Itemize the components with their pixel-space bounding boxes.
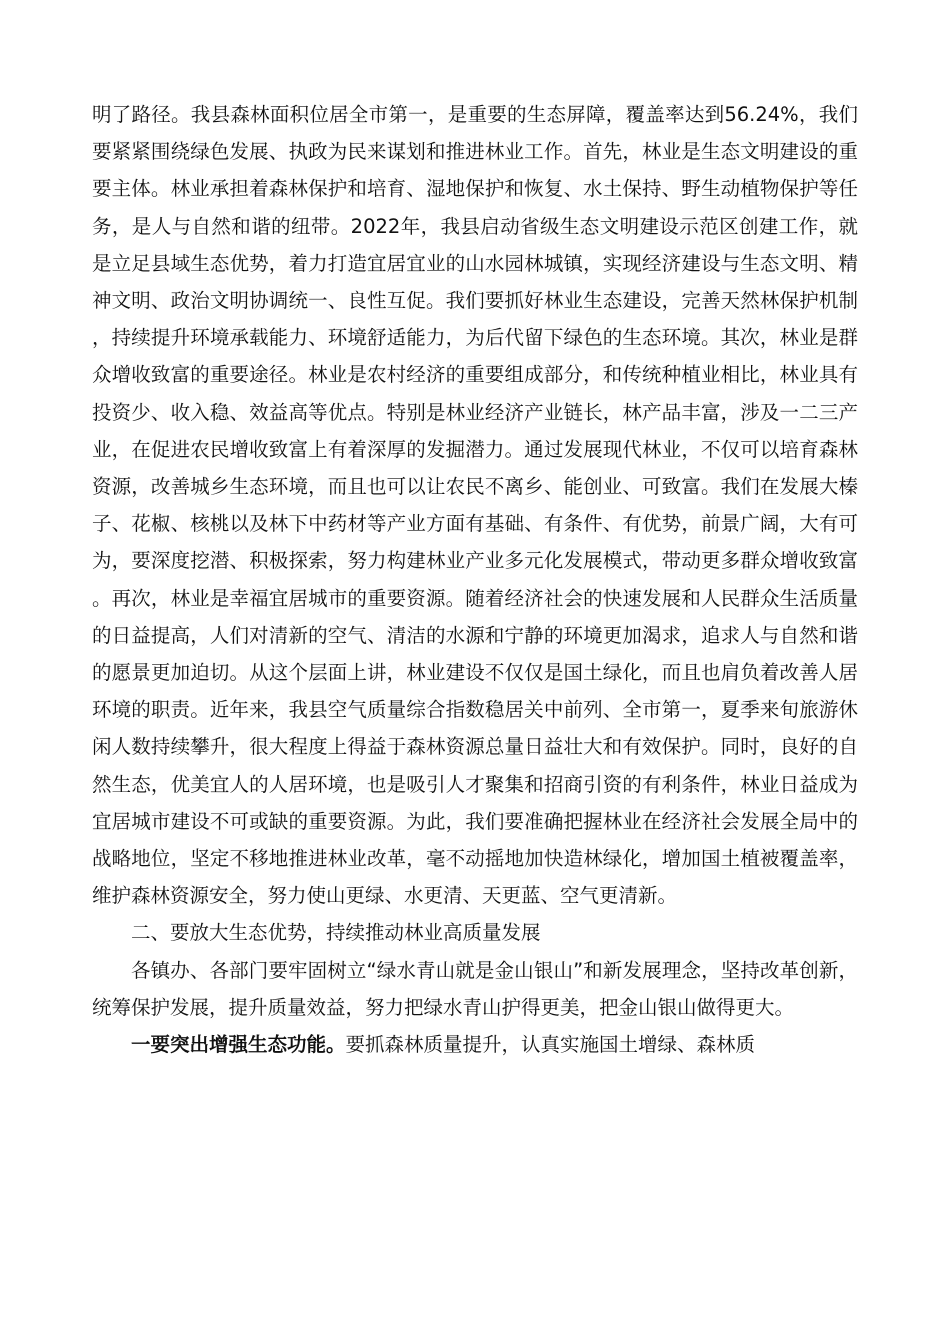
section-heading-ecological-advantage: 二、要放大生态优势，持续推动林业高质量发展 [131, 921, 541, 945]
body-text-ecological-function: 要抓森林质量提升，认真实施国土增绿、森林质 [345, 1033, 756, 1057]
body-paragraph-ecological-function [92, 1026, 858, 1063]
body-paragraph-green-development: 各镇办、各部门要牢固树立“绿水青山就是金山银山”和新发展理念，坚持改革创新，统筹保护发展，提升质量效益，努力把绿水青山护得更美，把金山银山做得更大。 [92, 958, 858, 1019]
bold-lead-ecological-function: 一要突出增强生态功能。 [131, 1033, 346, 1057]
body-paragraph-forestry-importance: 明了路径。我县森林面积位居全市第一，是重要的生态屏障，覆盖率达到56.24%，我们要紧紧围绕绿色发展、执政为民来谋划和推进林业工作。首先，林业是生态文明建设的重要主体。林业承担着森林保护和培育、湿地保护和恢复、水土保持、野生动植物保护等任务，是人与自然和谐的纽带。2022年，我县启动省级生态文明建设示范区创建工作，就是立足县域生态优势，着力打造宜居宜业的山水园林城镇，实现经济建设与生态文明、精神文明、政治文明协调统一、良性互促。我们要抓好林业生态建设，完善天然林保护机制，持续提升环境承载能力、环境舒适能力，为后代留下绿色的生态环境。其次，林业是群众增收致富的重要途径。林业是农村经济的重要组成部分，和传统种植业相比，林业具有投资少、收入稳、效益高等优点。特别是林业经济产业链长，林产品丰富，涉及一二三产业，在促进农民增收致富上有着深厚的发掘潜力。通过发展现代林业，不仅可以培育森林资源，改善城乡生态环境，而且也可以让农民不离乡、能创业、可致富。我们在发展大榛子、花椒、核桃以及林下中药材等产业方面有基础、有条件、有优势，前景广阔，大有可为，要深度挖潜、积极探索，努力构建林业产业多元化发展模式，带动更多群众增收致富。再次，林业是幸福宜居城市的重要资源。随着经济社会的快速发展和人民群众生活质量的日益提高，人们对清新的空气、清洁的水源和宁静的环境更加渴求，追求人与自然和谐的愿景更加迫切。从这个层面上讲，林业建设不仅仅是国土绿化，而且也肩负着改善人居环境的职责。近年来，我县空气质量综合指数稳居关中前列、全市第一，夏季来旬旅游休闲人数持续攀升，很大程度上得益于森林资源总量日益壮大和有效保护。同时，良好的自然生态，优美宜人的人居环境，也是吸引人才聚集和招商引资的有利条件，林业日益成为宜居城市建设不可或缺的重要资源。为此，我们要准确把握林业在经济社会发展全局中的战略地位，坚定不移地推进林业改革，毫不动摇地加快造林绿化，增加国土植被覆盖率，维护森林资源安全，努力使山更绿、水更清、天更蓝、空气更清新。 [92, 103, 858, 908]
document-page [92, 96, 858, 1063]
